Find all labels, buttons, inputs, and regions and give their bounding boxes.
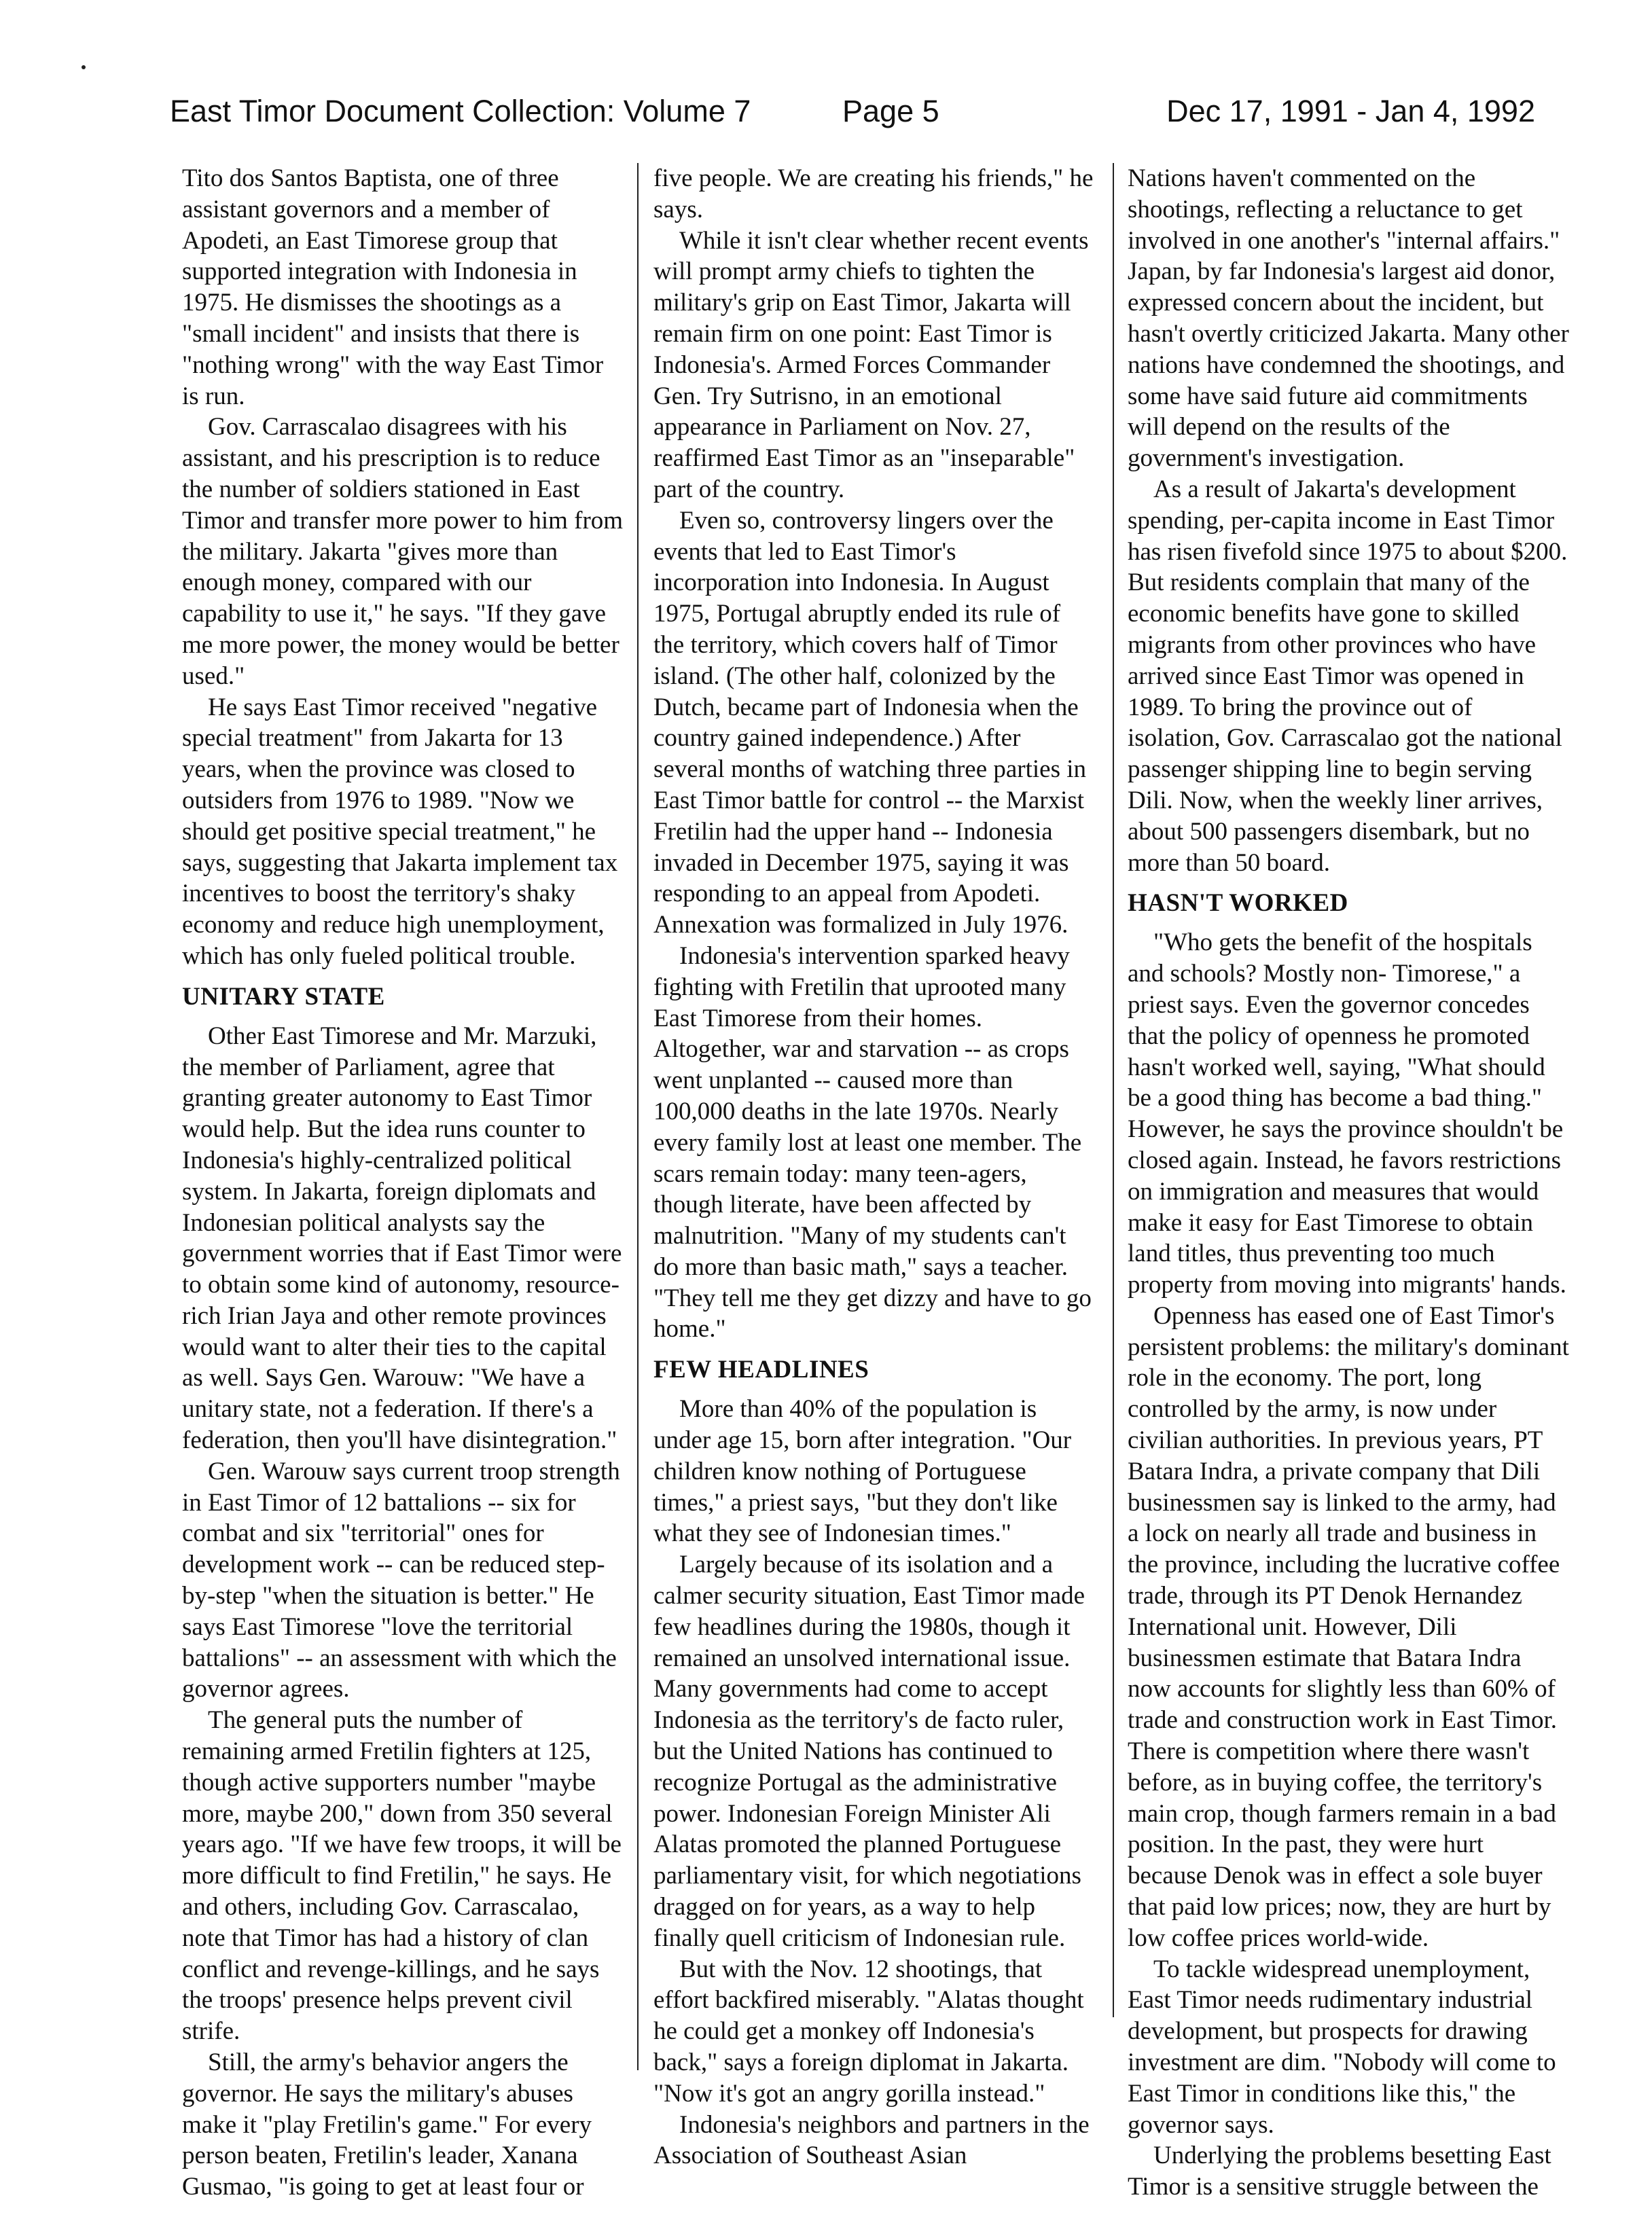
text-column-2 [653,163,1095,2170]
paragraph: While it isn't clear whether recent events will prompt army chiefs to tighten the military's grip on East Timor, Jakarta will remain firm on one point: East Timor is Indonesia's. Armed Forces Commander Gen. Try Sutrisno, in an emotional appearance in Parliament on Nov. 27, reaffirmed East Timor as an "inseparable" part of the country. [653,226,1089,503]
paragraph: Tito dos Santos Baptista, one of three assistant governors and a member of Apodeti, an East Timorese group that supported integration with Indonesia in 1975. He dismisses the shootings as a "small incident" and insists that there is "nothing wrong" with the way East Timor is run. [182,164,604,410]
paragraph: Still, the army's behavior angers the governor. He says the military's abuses make it "play Fretilin's game." For every person beaten, Fretilin's leader, Xanana Gusmao, "is going to get at least four or [182,2048,592,2201]
column-divider [637,163,639,2070]
paragraph: Nations haven't commented on the shootings, reflecting a reluctance to get involved in one another's "internal affairs." Japan, by far Indonesia's largest aid donor, expressed concern about the incident, but hasn't overtly criticized Jakarta. Many other nations have condemned the shootings, and some have said future aid commitments will depend on the results of the government's investigation. [1128,164,1569,473]
paragraph: five people. We are creating his friends," he says. [653,164,1094,223]
section-heading: UNITARY STATE [182,982,385,1011]
paragraph: He says East Timor received "negative special treatment" from Jakarta for 13 years, when the province was closed to outsiders from 1976 to 1989. "Now we should get positive special treatment," he says, suggesting that Jakarta implement tax incentives to boost the territory's shaky economy and reduce high unemployment, which has only fueled political trouble. [182,693,618,970]
paragraph: Gov. Carrascalao disagrees with his assistant, and his prescription is to reduce the number of soldiers stationed in East Timor and transfer more power to him from the military. Jakarta "gives more than enough money, compared with our capability to use it," he says. "If they gave me more power, the money would be better used." [182,413,624,690]
paragraph: Even so, controversy lingers over the events that led to East Timor's incorporation into Indonesia. In August 1975, Portugal abruptly ended its rule of the territory, which covers half of Timor island. (The other half, colonized by the Dutch, became part of Indonesia when the country gained independence.) After several months of watching three parties in East Timor battle for control -- the Marxist Fretilin had the upper hand -- Indonesia invaded in December 1975, saying it was responding to an appeal from Apodeti. Annexation was formalized in July 1976. [653,506,1087,939]
text-column-1 [182,163,624,2201]
page-header [170,94,1535,141]
paragraph: Underlying the problems besetting East Timor is a sensitive struggle between the [1128,2142,1551,2201]
paragraph: Indonesia's intervention sparked heavy fighting with Fretilin that uprooted many East Timorese from their homes. Altogether, war and starvation -- as crops went unplanted -- caused more than 100,000 deaths in the late 1970s. Nearly every family lost at least one member. The scars remain today: many teen-agers, though literate, have been affected by malnutrition. "Many of my students can't do more than basic math," says a teacher. "They tell me they get dizzy and have to go home." [653,941,1092,1343]
scan-speck [82,65,86,69]
paragraph: Largely because of its isolation and a calmer security situation, East Timor made few headlines during the 1980s, though it remained an unsolved international issue. Many governments had come to accept Indonesia as the territory's de facto ruler, but the United Nations has continued to recognize Portugal as the administrative power. Indonesian Foreign Minister Ali Alatas promoted the planned Portuguese parliamentary visit, for which negotiations dragged on for years, as a way to help finally quell criticism of Indonesian rule. [653,1551,1085,1952]
section-heading: FEW HEADLINES [653,1356,869,1384]
paragraph: The general puts the number of remaining armed Fretilin fighters at 125, though active supporters number "maybe more, maybe 200," down from 350 several years ago. "If we have few troops, it will be more difficult to find Fretilin," he says. He and others, including Gov. Carrascalao, note that Timor has had a history of clan conflict and revenge-killings, and he says the troops' presence helps prevent civil strife. [182,1706,622,2046]
paragraph: As a result of Jakarta's development spending, per-capita income in East Timor has risen fivefold since 1975 to about $200. But residents complain that many of the economic benefits have gone to skilled migrants from other provinces who have arrived since East Timor was opened in 1989. To bring the province out of isolation, Gov. Carrascalao got the national passenger shipping line to begin serving Dili. Now, when the weekly liner arrives, about 500 passengers disembark, but no more than 50 board. [1128,475,1568,877]
column-divider [1113,163,1114,2017]
paragraph: But with the Nov. 12 shootings, that effort backfired miserably. "Alatas thought he could get a monkey off Indonesia's back," says a foreign diplomat in Jakarta. "Now it's got an angry gorilla instead." [653,1955,1084,2108]
paragraph: To tackle widespread unemployment, East Timor needs rudimentary industrial development, but prospects for drawing investment are dim. "Nobody will come to East Timor in conditions like this," the governor says. [1128,1955,1556,2139]
page-number: Page 5 [842,94,939,128]
paragraph: More than 40% of the population is under age 15, born after integration. "Our children know nothing of Portuguese times," a priest says, "but they don't like what they see of Indonesian times." [653,1395,1072,1548]
collection-title: East Timor Document Collection: Volume 7 [170,94,751,128]
paragraph: Openness has eased one of East Timor's persistent problems: the military's dominant role in the economy. The port, long controlled by the army, is now under civilian authorities. In previous years, PT Batara Indra, a private company that Dili businessmen say is linked to the army, had a lock on nearly all trade and business in the province, including the lucrative coffee trade, through its PT Denok Hernandez International unit. However, Dili businessmen estimate that Batara Indra now accounts for slightly less than 60% of trade and construction work in East Timor. There is competition where there wasn't before, as in buying coffee, the territory's main crop, though farmers remain in a bad position. In the past, they were hurt because Denok was in effect a sole buyer that paid low prices; now, they are hurt by low coffee prices world-wide. [1128,1301,1569,1952]
paragraph: Other East Timorese and Mr. Marzuki, the member of Parliament, agree that granting greater autonomy to East Timor would help. But the idea runs counter to Indonesia's highly-centralized political system. In Jakarta, foreign diplomats and Indonesian political analysts say the government worries that if East Timor were to obtain some kind of autonomy, resource-rich Irian Jaya and other remote provinces would want to alter their ties to the capital as well. Says Gen. Warouw: "We have a unitary state, not a federation. If there's a federation, then you'll have disintegration." [182,1022,622,1455]
date-range: Dec 17, 1991 - Jan 4, 1992 [1166,94,1535,128]
text-column-3 [1128,163,1569,2201]
paragraph: Gen. Warouw says current troop strength in East Timor of 12 battalions -- six for combat and six "territorial" ones for development work -- can be reduced step-by-step "when the situation is better." He says East Timorese "love the territorial battalions" -- an assessment with which the governor agrees. [182,1457,620,1703]
section-heading: HASN'T WORKED [1128,889,1348,918]
paragraph: "Who gets the benefit of the hospitals and schools? Mostly non- Timorese," a priest says. Even the governor concedes that the policy of openness he promoted hasn't worked well, saying, "What should be a good thing has become a bad thing." However, he says the province shouldn't be closed again. Instead, he favors restrictions on immigration and measures that would make it easy for East Timorese to obtain land titles, thus preventing too much property from moving into migrants' hands. [1128,928,1566,1299]
paragraph: Indonesia's neighbors and partners in the Association of Southeast Asian [653,2110,1090,2170]
